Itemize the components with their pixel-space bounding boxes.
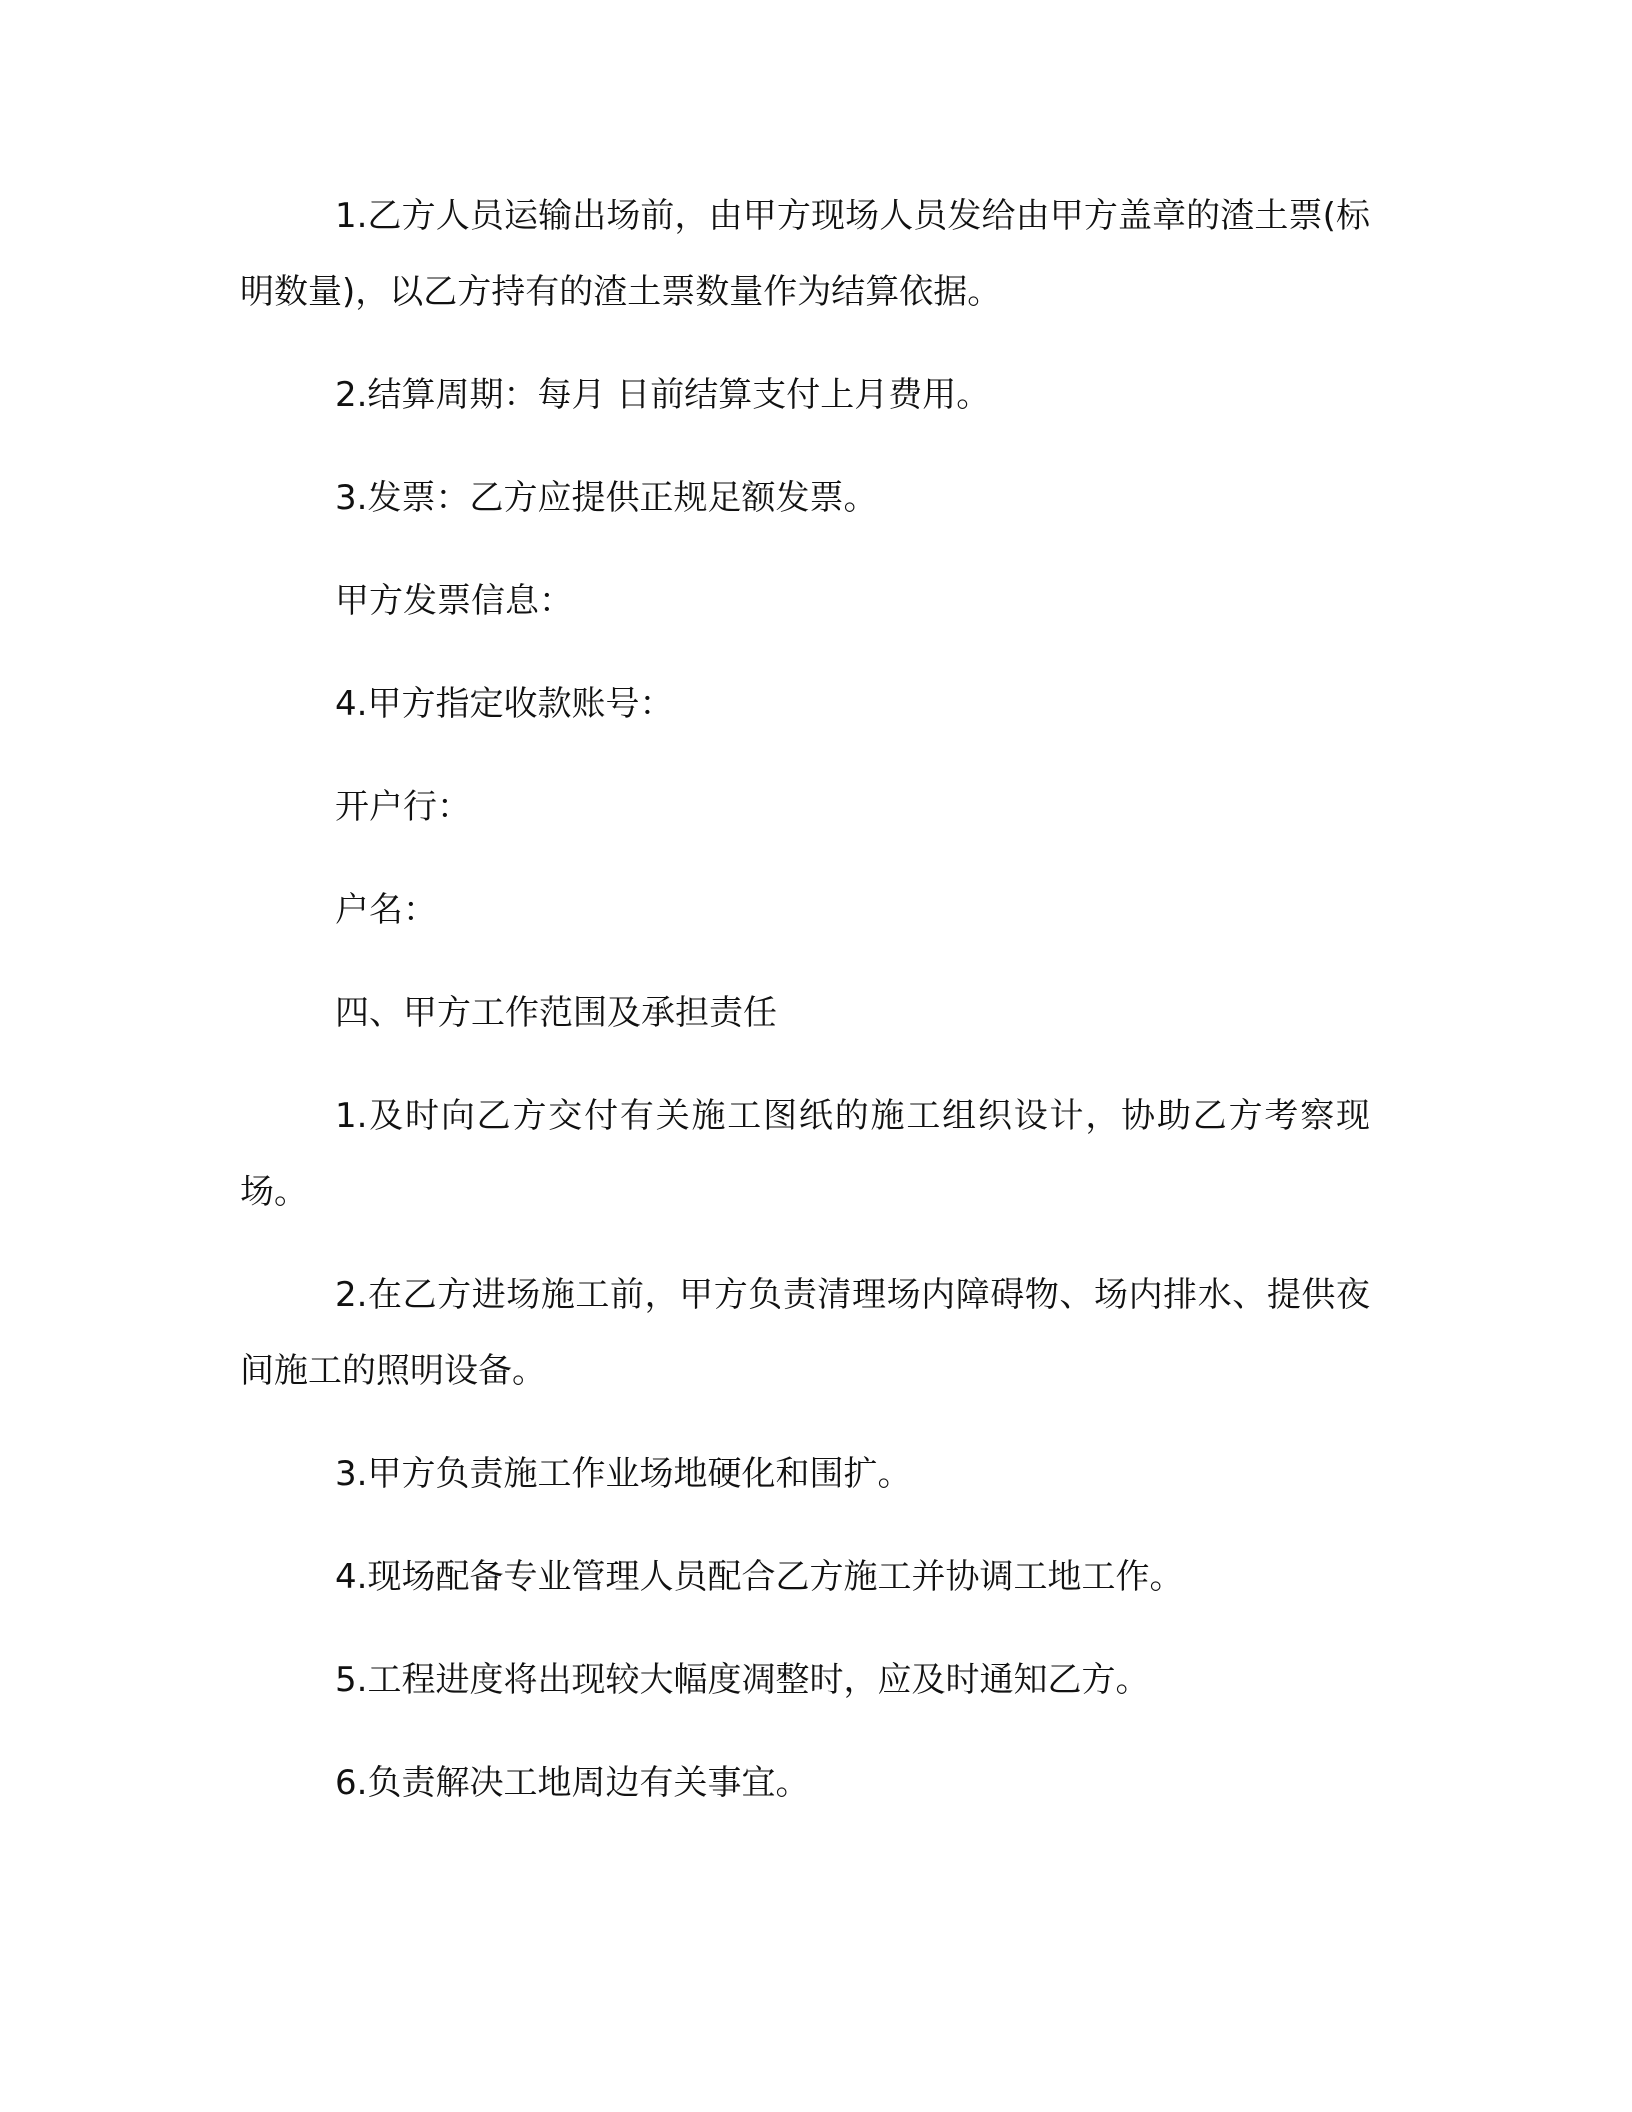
paragraph-settlement-basis: 1.乙方人员运输出场前，由甲方现场人员发给由甲方盖章的渣土票(标明数量)，以乙方持有的渣土票数量作为结算依据。 — [240, 196, 1370, 312]
paragraph-invoice: 3.发票：乙方应提供正规足额发票。 — [335, 478, 878, 518]
paragraph-site-clearing: 2.在乙方进场施工前，甲方负责清理场内障碍物、场内排水、提供夜间施工的照明设备。 — [240, 1275, 1370, 1391]
paragraph-surrounding-matters: 6.负责解决工地周边有关事宜。 — [335, 1763, 810, 1803]
paragraph-account: 4.甲方指定收款账号： — [335, 684, 674, 724]
paragraph-site-hardening: 3.甲方负责施工作业场地硬化和围扩。 — [335, 1454, 912, 1494]
paragraph-settlement-cycle: 2.结算周期：每月 日前结算支付上月费用。 — [335, 375, 991, 415]
paragraph-bank: 开户行： — [335, 787, 471, 827]
document-body — [240, 178, 1370, 1848]
section-heading-party-a-scope: 四、甲方工作范围及承担责任 — [335, 993, 777, 1033]
paragraph-site-management: 4.现场配备专业管理人员配合乙方施工并协调工地工作。 — [335, 1557, 1184, 1597]
paragraph-schedule-change: 5.工程进度将出现较大幅度凋整时，应及时通知乙方。 — [335, 1660, 1150, 1700]
paragraph-drawings: 1.及时向乙方交付有关施工图纸的施工组织设计，协助乙方考察现场。 — [240, 1096, 1370, 1212]
paragraph-account-name: 户名： — [335, 890, 437, 930]
paragraph-invoice-info: 甲方发票信息： — [335, 581, 573, 621]
